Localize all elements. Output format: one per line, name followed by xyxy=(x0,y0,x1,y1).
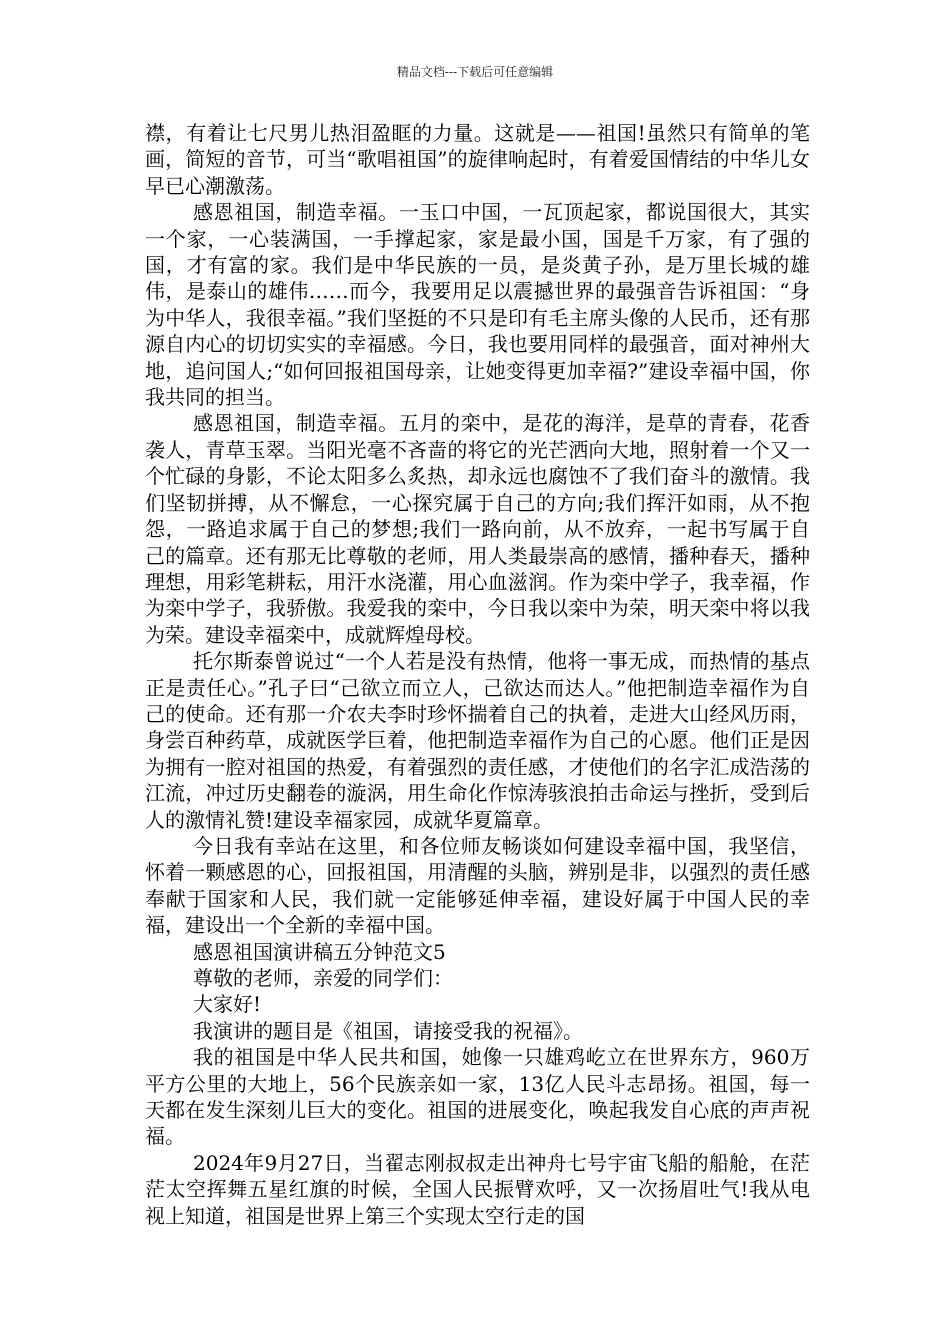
paragraph: 我的祖国是中华人民共和国，她像一只雄鸡屹立在世界东方，960万平方公里的大地上，56个民族亲如一家，13亿人民斗志昂扬。祖国，每一天都在发生深刻儿巨大的变化。祖国的进展变化，唤起我发自心底的声声祝福。 xyxy=(145,1045,810,1149)
salutation: 尊敬的老师，亲爱的同学们： xyxy=(193,966,453,990)
paragraph: 2024年9月27日，当翟志刚叔叔走出神舟七号宇宙飞船的船舱，在茫茫太空挥舞五星红旗的时候，全国人民振臂欢呼，又一次扬眉吐气!我从电视上知道，祖国是世界上第三个实现太空行走的国 xyxy=(145,1150,810,1228)
document-body xyxy=(145,120,810,1229)
paragraph: 今日我有幸站在这里，和各位师友畅谈如何建设幸福中国，我坚信，怀着一颗感恩的心，回报祖国，用清醒的头脑，辨别是非，以强烈的责任感奉献于国家和人民，我们就一定能够延伸幸福，建设好属于中国人民的幸福，建设出一个全新的幸福中国。 xyxy=(145,833,810,938)
paragraph-continued: 襟，有着让七尺男儿热泪盈眶的力量。这就是——祖国!虽然只有简单的笔画，简短的音节，可当“歌唱祖国”的旋律响起时，有着爱国情结的中华儿女早已心潮激荡。 xyxy=(145,121,810,198)
greeting: 大家好! xyxy=(193,992,262,1017)
paragraph: 感恩祖国，制造幸福。一玉口中国，一瓦顶起家，都说国很大，其实一个家，一心装满国，一手撑起家，家是最小国，国是千万家，有了强的国，才有富的家。我们是中华民族的一员，是炎黄子孙，是万里长城的雄伟，是泰山的雄伟……而今，我要用足以震撼世界的最强音告诉祖国：“身为中华人，我很幸福。”我们坚挺的不只是印有毛主席头像的人民币，还有那源自内心的切切实实的幸福感。今日，我也要用同样的最强音，面对神州大地，追问国人;“如何回报祖国母亲，让她变得更加幸福?”建设幸福中国，你我共同的担当。 xyxy=(145,200,810,410)
paragraph: 托尔斯泰曾说过“一个人若是没有热情，他将一事无成，而热情的基点正是责任心。”孔子曰“己欲立而立人，己欲达而达人。”他把制造幸福作为自己的使命。还有那一介农夫李时珍怀揣着自己的执着，走进大山经风历雨，身尝百种药草，成就医学巨着，他把制造幸福作为自己的心愿。他们正是因为拥有一腔对祖国的热爱，有着强烈的责任感，才使他们的名字汇成浩荡的江流，冲过历史翻卷的漩涡，用生命化作惊涛骇浪拍击命运与挫折，受到后人的激情礼赞!建设幸福家园，成就华夏篇章。 xyxy=(145,649,810,832)
section-title: 感恩祖国演讲稿五分钟范文5 xyxy=(193,939,446,964)
paragraph: 感恩祖国，制造幸福。五月的栾中，是花的海洋，是草的青春，花香袭人，青草玉翠。当阳光毫不吝啬的将它的光芒洒向大地，照射着一个又一个忙碌的身影，不论太阳多么炙热，却永远也腐蚀不了我们奋斗的激情。我们坚韧拼搏，从不懈怠，一心探究属于自己的方向;我们挥汗如雨，从不抱怨，一路追求属于自己的梦想;我们一路向前，从不放弃，一起书写属于自己的篇章。还有那无比尊敬的老师，用人类最崇高的感情，播种春天，播种理想，用彩笔耕耘，用汗水浇灌，用心血滋润。作为栾中学子，我幸福，作为栾中学子，我骄傲。我爱我的栾中，今日我以栾中为荣，明天栾中将以我为荣。建设幸福栾中，成就辉煌母校。 xyxy=(145,411,810,647)
speech-topic: 我演讲的题目是《祖国，请接受我的祝福》。 xyxy=(193,1018,583,1043)
page-header: 精品文档---下载后可任意编辑 xyxy=(396,65,554,79)
